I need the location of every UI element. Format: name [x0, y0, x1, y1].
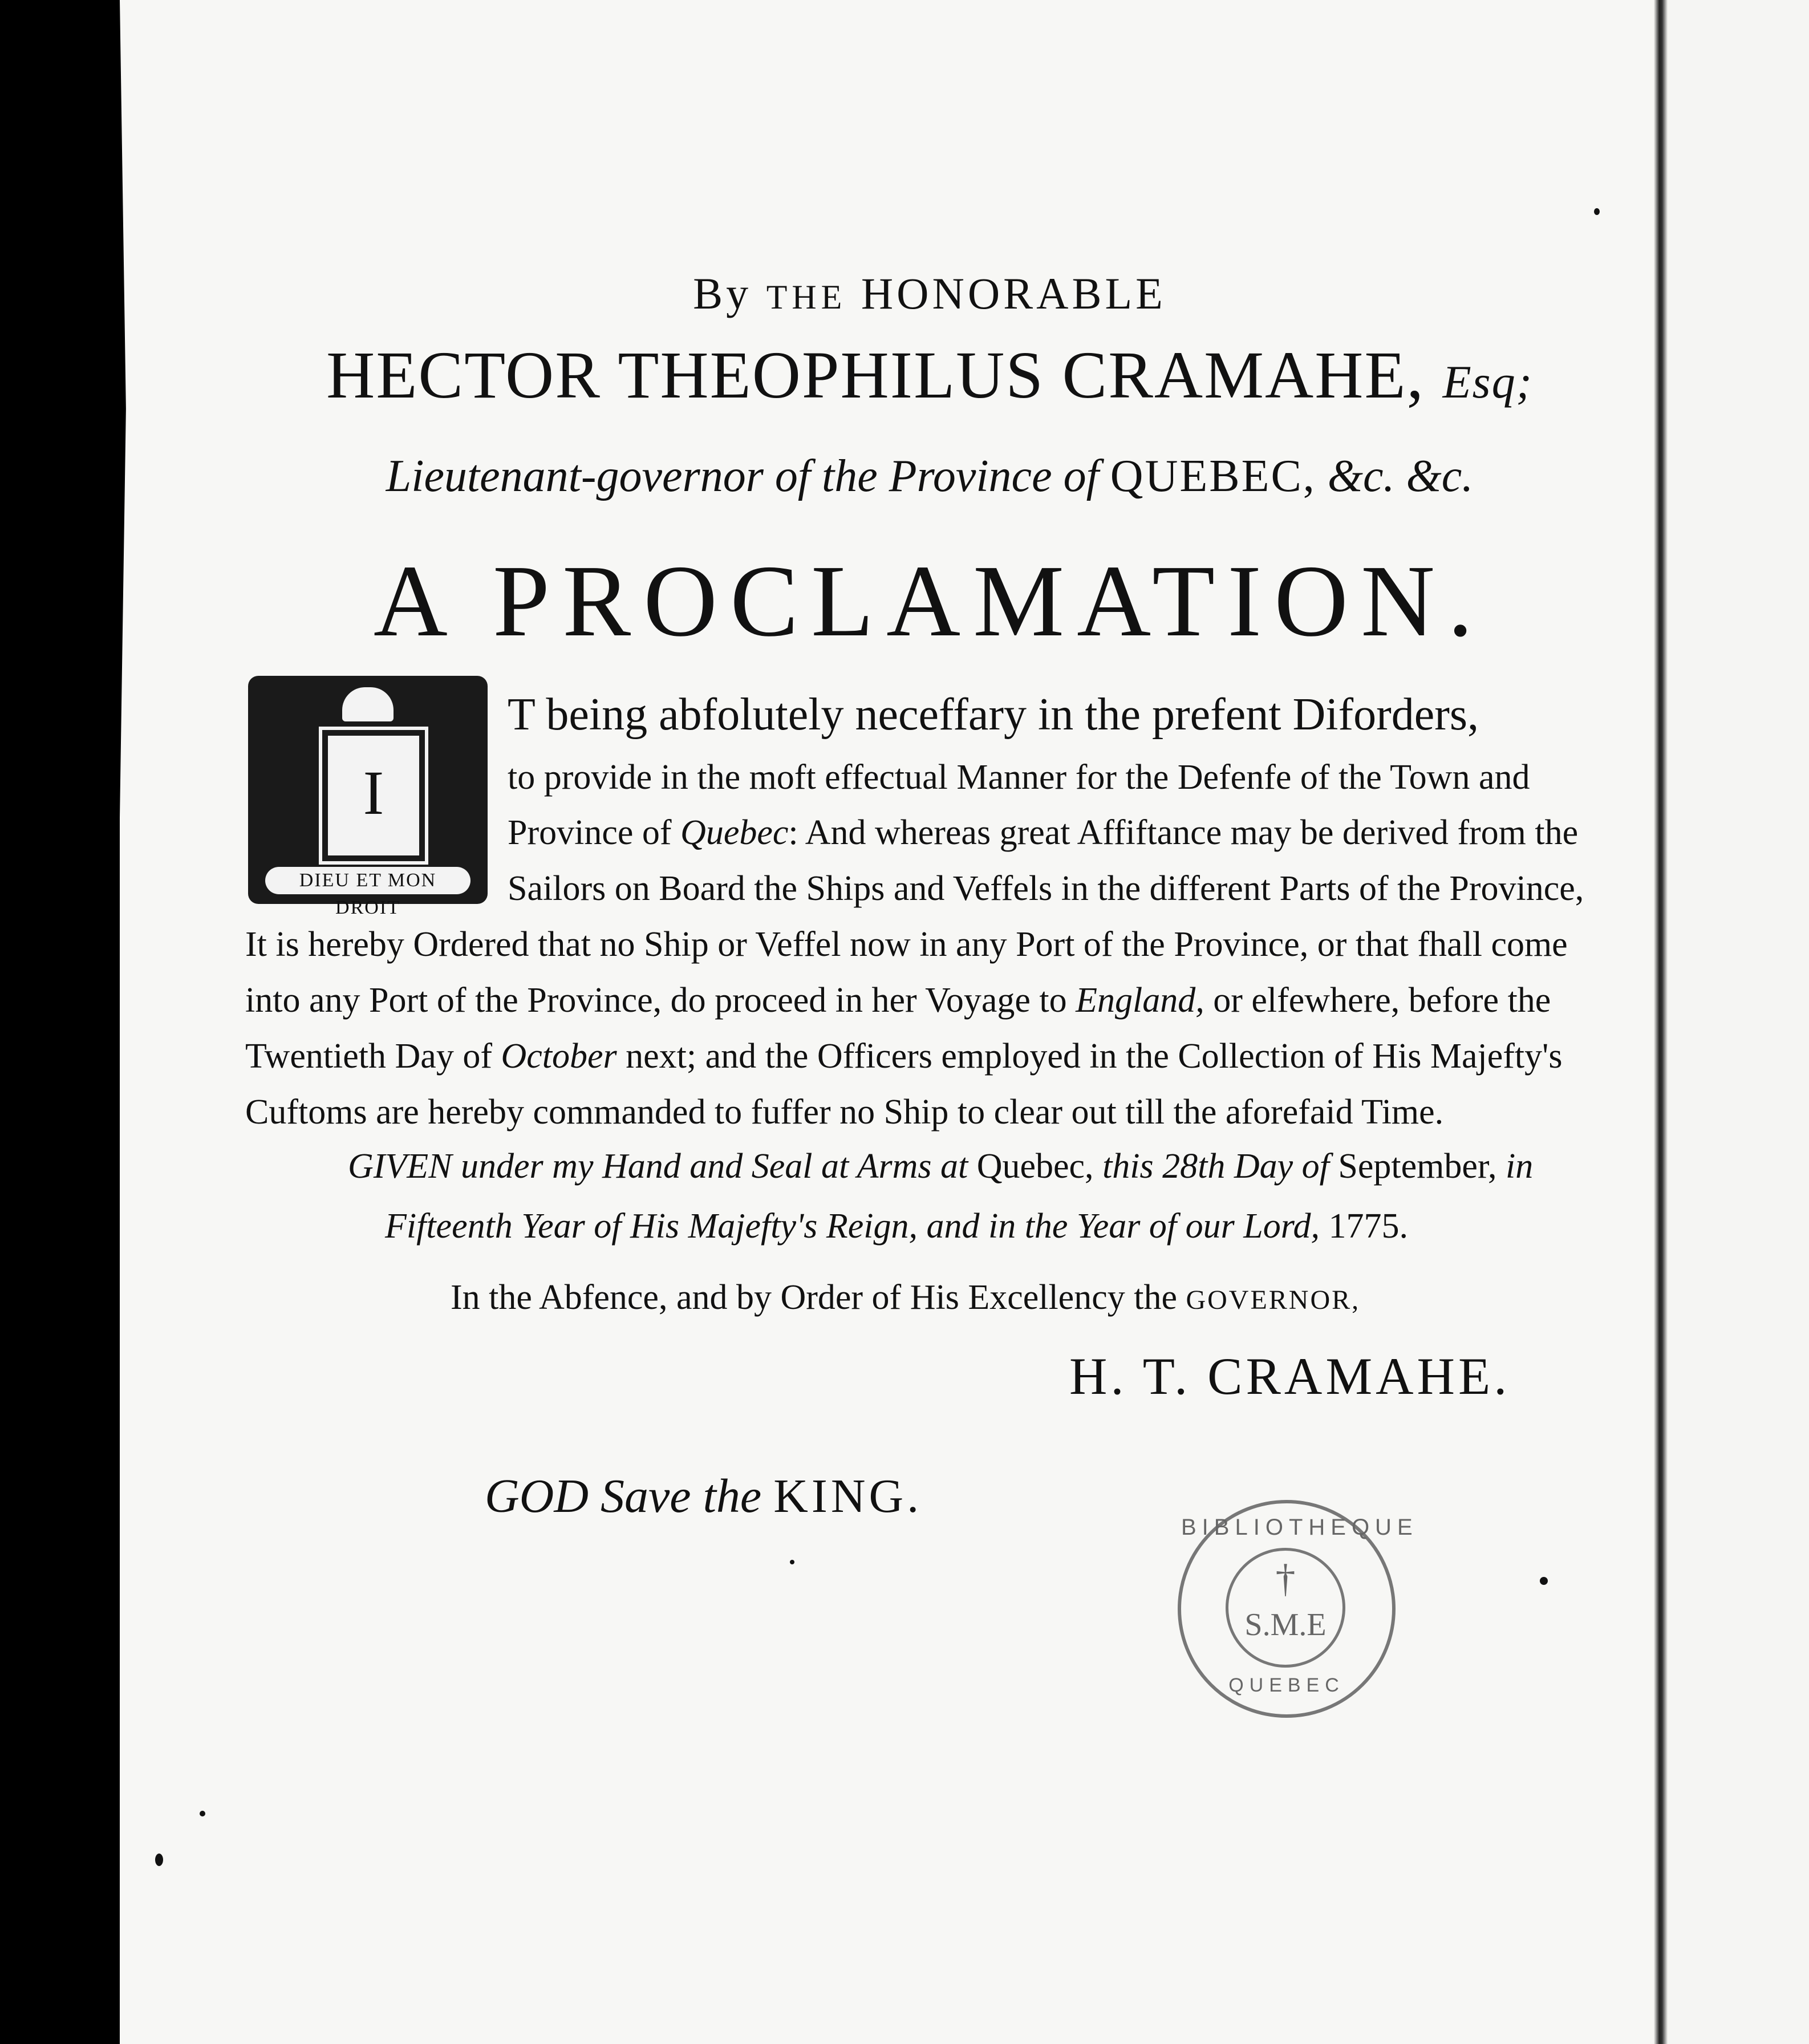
cross-icon: † [1275, 1557, 1296, 1601]
header-name: HECTOR THEOPHILUS CRAMAHE, [326, 338, 1425, 412]
closing-king: KING. [773, 1470, 923, 1523]
body-line-6-england: England, [1076, 981, 1204, 1020]
initial-letter: I [322, 730, 425, 861]
ink-speck [1594, 208, 1600, 215]
stamp-initials: S.M.E [1244, 1607, 1327, 1642]
given-l1-quebec: Quebec, [976, 1147, 1094, 1186]
closing-god: GOD [485, 1470, 589, 1523]
header-province: QUEBEC, [1110, 451, 1316, 501]
body-line-3 [508, 805, 1578, 860]
body-line-6-b: or elfewhere, before the [1213, 981, 1551, 1020]
body-line-1: T being abfolutely neceffary in the prefent Diforders, [508, 690, 1479, 740]
stamp-ring-bottom: QUEBEC [1228, 1674, 1345, 1696]
closing-line [485, 1469, 922, 1524]
body-line-6 [245, 973, 1551, 1028]
given-l1-a: GIVEN under my Hand and Seal at Arms at [348, 1147, 968, 1186]
header-by-the-honorable [205, 268, 1654, 319]
absence-governor: GOVERNOR, [1186, 1285, 1361, 1315]
signature: H. T. CRAMAHE. [1069, 1347, 1511, 1405]
body-line-7-b: next; and the Officers employed in the Collection of His Majefty's [626, 1037, 1563, 1076]
header-the: THE [766, 278, 847, 316]
royal-arms-initial [248, 676, 488, 918]
body-line-7-a: Twentieth Day of [245, 1037, 492, 1076]
body-line-8: Cuftoms are hereby commanded to fuffer no Ship to clear out till the aforefaid Time. [245, 1093, 1444, 1132]
given-l1-c: in [1506, 1147, 1534, 1186]
header-office: Lieutenant-governor of the Province of [386, 451, 1099, 501]
stamp-ring-top: BIBLIOTHEQUE [1181, 1515, 1418, 1540]
given-l1-september: September, [1338, 1147, 1497, 1186]
crown-icon [342, 687, 394, 721]
header-honorable: HONORABLE [861, 269, 1166, 318]
body-line-3-quebec: Quebec [680, 813, 789, 852]
library-stamp [1178, 1500, 1418, 1718]
body-line-7-october: October [501, 1037, 617, 1076]
body-line-3-a: Province of [508, 813, 672, 852]
header-etc: &c. &c. [1327, 451, 1474, 501]
given-line-2 [385, 1206, 1408, 1247]
absence-line [451, 1278, 1360, 1318]
header-office-line [205, 451, 1654, 502]
body-line-6-a: into any Port of the Province, do proceed in her Voyage to [245, 981, 1067, 1020]
closing-save-the: Save the [601, 1470, 762, 1523]
given-line-1 [348, 1146, 1533, 1187]
ink-speck [790, 1560, 794, 1564]
body-line-7 [245, 1029, 1562, 1084]
ink-speck [155, 1854, 163, 1866]
page-fold [1654, 0, 1668, 2044]
given-l2-year: 1775. [1328, 1207, 1409, 1246]
header-name-line [205, 336, 1654, 414]
header-by: By [693, 269, 752, 318]
given-l2-a: Fifteenth Year of His Majefty's Reign, and in the Year of our Lord, [385, 1207, 1320, 1246]
body-line-2: to provide in the moft effectual Manner for the Defenfe of the Town and [508, 758, 1530, 797]
stamp-inner [1226, 1548, 1345, 1668]
given-l1-b: this 28th Day of [1102, 1147, 1329, 1186]
ink-speck [1540, 1577, 1548, 1585]
body-line-3-b: : And whereas great Affiftance may be derived from the [788, 813, 1579, 852]
body-line-4: Sailors on Board the Ships and Veffels in the different Parts of the Province, [508, 869, 1584, 908]
header-esq: Esq; [1442, 356, 1533, 408]
facing-page [1668, 0, 1809, 2044]
body-line-5: It is hereby Ordered that no Ship or Veffel now in any Port of the Province, or that fhall come [245, 925, 1568, 964]
crest-motto: DIEU ET MON DROIT [265, 867, 470, 894]
absence-text: In the Abfence, and by Order of His Excellency the [451, 1278, 1177, 1317]
proclamation-title: A PROCLAMATION. [373, 544, 1486, 658]
ink-speck [200, 1811, 205, 1816]
